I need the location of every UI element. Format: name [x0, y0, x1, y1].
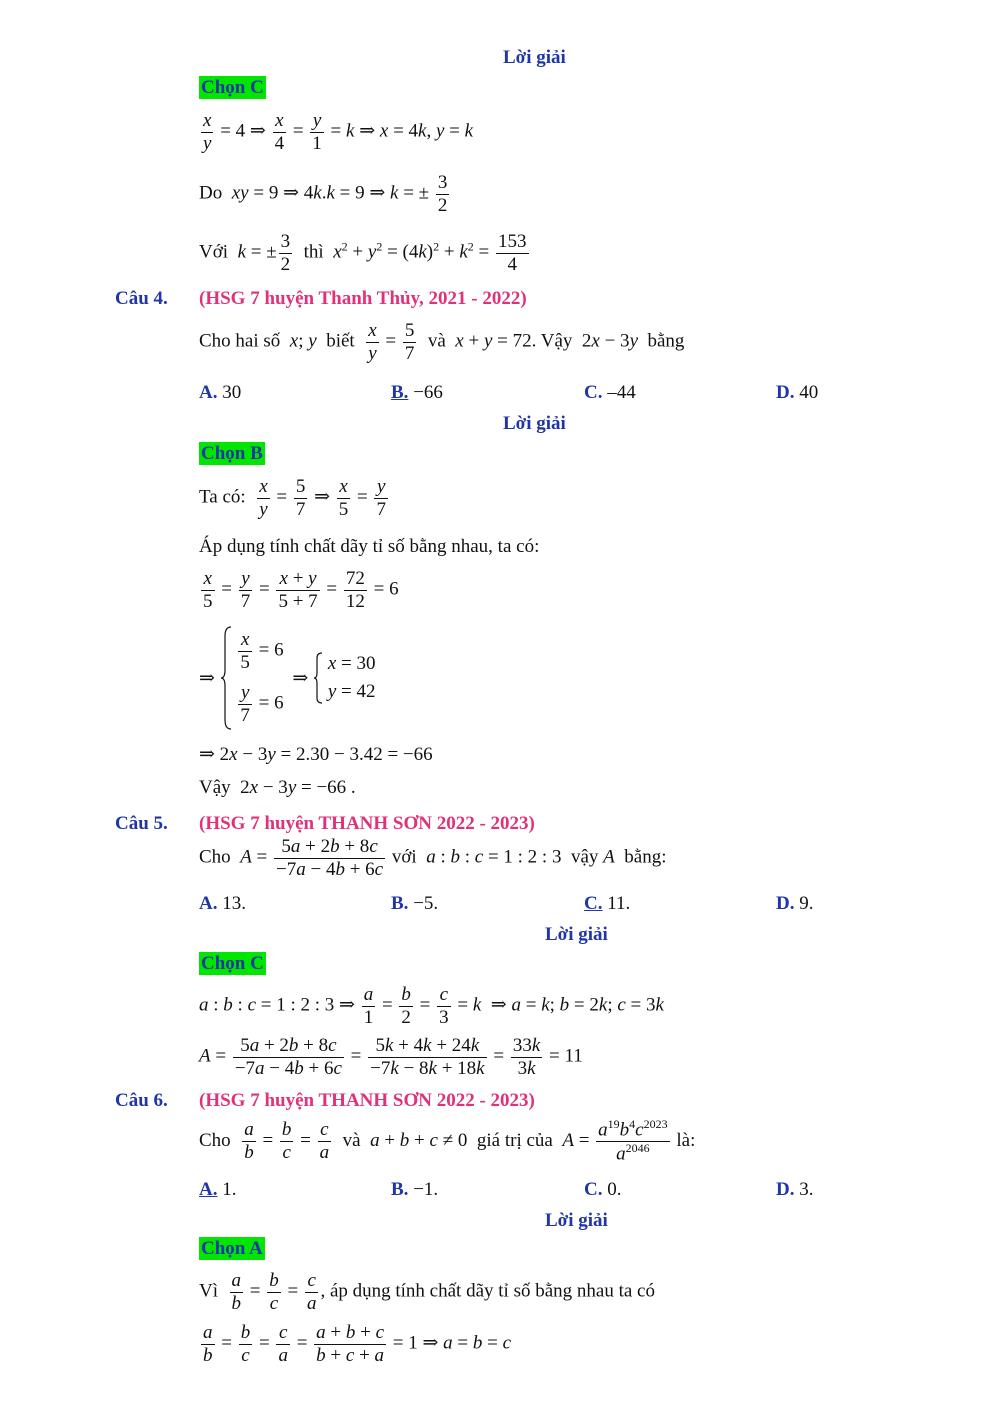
question-number: Câu 5.: [115, 813, 168, 834]
option-d[interactable]: D. 9.: [776, 893, 814, 914]
math-line: Vì $\frac{a}{b}$ = $\frac{b}{c}$ = $\frac{c}{a}$ , áp dụng tính chất dãy tỉ số bằng nhau ta có: [199, 1270, 655, 1314]
option-b[interactable]: B. −5.: [391, 893, 439, 914]
solution-heading: Lời giải: [503, 413, 566, 434]
option-d[interactable]: D. 40: [776, 382, 819, 403]
math-line: Vậy 2x − 3y = −66 .: [199, 777, 356, 798]
brace-icon: [313, 652, 323, 704]
question-source: (HSG 7 huyện THANH SƠN 2022 - 2023): [199, 813, 535, 834]
math-line: Do xy = 9 ⇒ 4k.k = 9 ⇒ k = ± $\frac{3}{2}$: [199, 172, 448, 216]
math-line: $\frac{x}{5}$ = $\frac{y}{7}$ = $\frac{x + y}{5 + 7}$ = $\frac{72}{12}$ = 6: [203, 568, 399, 612]
math-line: a : b : c = 1 : 2 : 3 ⇒ $\frac{a}{1}$ = $\frac{b}{2}$ = $\frac{c}{3}$ = k ⇒ a = k; b = 2k; c = 3k: [199, 984, 664, 1028]
answer-choice: Chọn A: [201, 1238, 263, 1259]
question-source: (HSG 7 huyện THANH SƠN 2022 - 2023): [199, 1090, 535, 1111]
text-line: Áp dụng tính chất dãy tỉ số bằng nhau, ta có:: [199, 536, 540, 557]
question-number: Câu 6.: [115, 1090, 168, 1111]
math-line: Ta có: $\frac{x}{y}$ = $\frac{5}{7}$ ⇒ $\frac{x}{5}$ = $\frac{y}{7}$: [199, 476, 386, 520]
question-stem: Cho hai số x; y biết $\frac{x}{y}$ = $\frac{5}{7}$ và x + y = 72. Vậy 2x − 3y bằng: [199, 320, 685, 364]
question-number: Câu 4.: [115, 288, 168, 309]
solution-heading: Lời giải: [503, 47, 566, 68]
solution-heading: Lời giải: [545, 1210, 608, 1231]
question-stem: Cho $\frac{a}{b}$ = $\frac{b}{c}$ = $\frac{c}{a}$ và a + b + c ≠ 0 giá trị của A = $\frac{a^{19}b^4c^{2023}}{a^{2046}}$ là:: [199, 1117, 696, 1165]
option-a[interactable]: A. 30: [199, 382, 242, 403]
solution-heading: Lời giải: [545, 924, 608, 945]
option-d[interactable]: D. 3.: [776, 1179, 814, 1200]
answer-choice: Chọn B: [201, 443, 263, 464]
math-line: Với k = ± $\frac{3}{2}$ thì $x^2 + y^2 = (4k)^2 + k^2$ = $\frac{153}{4}$: [199, 231, 527, 275]
option-c[interactable]: C. 0.: [584, 1179, 622, 1200]
answer-choice: Chọn C: [201, 953, 264, 974]
option-b[interactable]: B. −66: [391, 382, 443, 403]
answer-choice: Chọn C: [201, 77, 264, 98]
math-line: $\frac{x}{y}$ = 4 ⇒ $\frac{x}{4}$ = $\frac{y}{1}$ = k ⇒ x = 4k, y = k: [203, 110, 474, 154]
math-line: $\frac{a}{b}$ = $\frac{b}{c}$ = $\frac{c}{a}$ = $\frac{a + b + c}{b + c + a}$ = 1 ⇒ a = b = c: [203, 1322, 512, 1366]
math-line: A = $\frac{5a + 2b + 8c}{-7a - 4b + 6c}$ = $\frac{5k + 4k + 24k}{-7k - 8k + 18k}$ = $\frac{33k}{3k}$ = 11: [199, 1035, 583, 1079]
option-b[interactable]: B. −1.: [391, 1179, 439, 1200]
math-line: ⇒ 2x − 3y = 2.30 − 3.42 = −66: [199, 744, 433, 765]
option-c[interactable]: C. 11.: [584, 893, 631, 914]
question-source: (HSG 7 huyện Thanh Thủy, 2021 - 2022): [199, 288, 527, 309]
option-a[interactable]: A. 1.: [199, 1179, 237, 1200]
option-c[interactable]: C. –44: [584, 382, 636, 403]
question-stem: Cho A = $\frac{5a + 2b + 8c}{-7a - 4b + 6c}$ với a : b : c = 1 : 2 : 3 vậy A bằng:: [199, 836, 667, 880]
math-system: ⇒ $\frac{x}{5}$ = 6 $\frac{y}{7}$ = 6 ⇒ x = 30 y = 42: [199, 626, 375, 730]
brace-icon: [220, 626, 232, 730]
option-a[interactable]: A. 13.: [199, 893, 246, 914]
